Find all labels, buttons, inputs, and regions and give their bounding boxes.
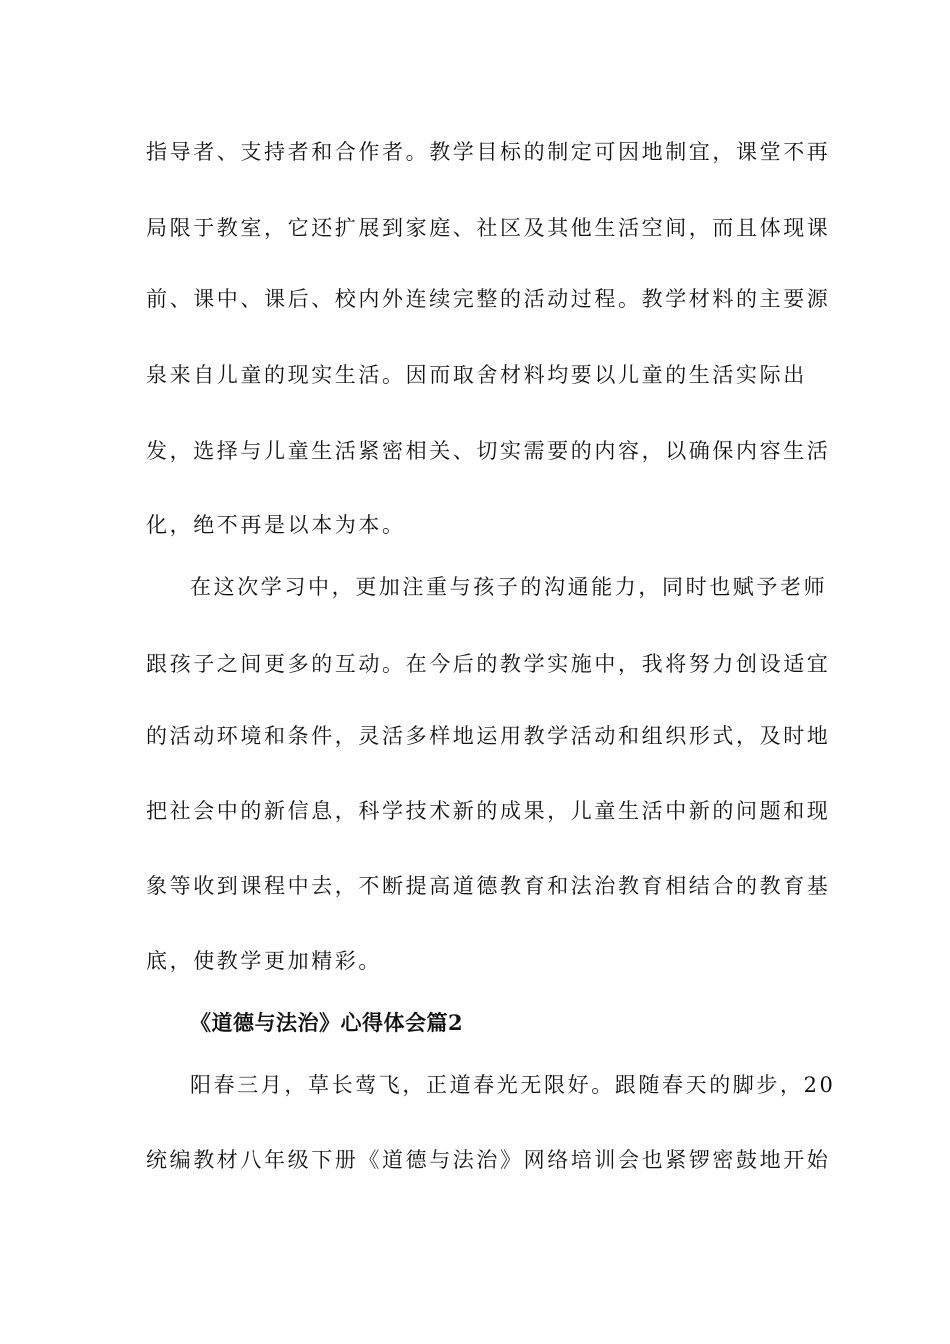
paragraph-line: 在这次学习中，更加注重与孩子的沟通能力，同时也赋予老师 [190,575,828,599]
paragraph-line: 的活动环境和条件，灵活多样地运用教学活动和组织形式，及时地 [146,724,831,748]
paragraph-line: 指导者、支持者和合作者。教学目标的制定可因地制宜，课堂不再 [146,140,831,164]
paragraph-line: 泉来自儿童的现实生活。因而取舍材料均要以儿童的生活实际出 [146,363,807,387]
section-heading: 《道德与法治》心得体会篇2 [190,1010,464,1035]
paragraph-line: 阳春三月，草长莺飞，正道春光无限好。跟随春天的脚步，20 [190,1073,836,1097]
paragraph-line: 跟孩子之间更多的互动。在今后的教学实施中，我将努力创设适宜 [146,652,831,676]
paragraph-line: 局限于教室，它还扩展到家庭、社区及其他生活空间，而且体现课 [146,216,831,240]
paragraph-line: 底，使教学更加精彩。 [146,949,382,973]
paragraph-line: 发，选择与儿童生活紧密相关、切实需要的内容，以确保内容生活 [146,439,831,463]
paragraph-line: 化，绝不再是以本为本。 [146,513,406,537]
paragraph-line: 前、课中、课后、校内外连续完整的活动过程。教学材料的主要源 [146,287,831,311]
paragraph-line: 把社会中的新信息，科学技术新的成果，儿童生活中新的问题和现 [146,799,831,823]
paragraph-line: 统编教材八年级下册《道德与法治》网络培训会也紧锣密鼓地开始 [146,1148,831,1172]
paragraph-line: 象等收到课程中去，不断提高道德教育和法治教育相结合的教育基 [146,874,831,898]
